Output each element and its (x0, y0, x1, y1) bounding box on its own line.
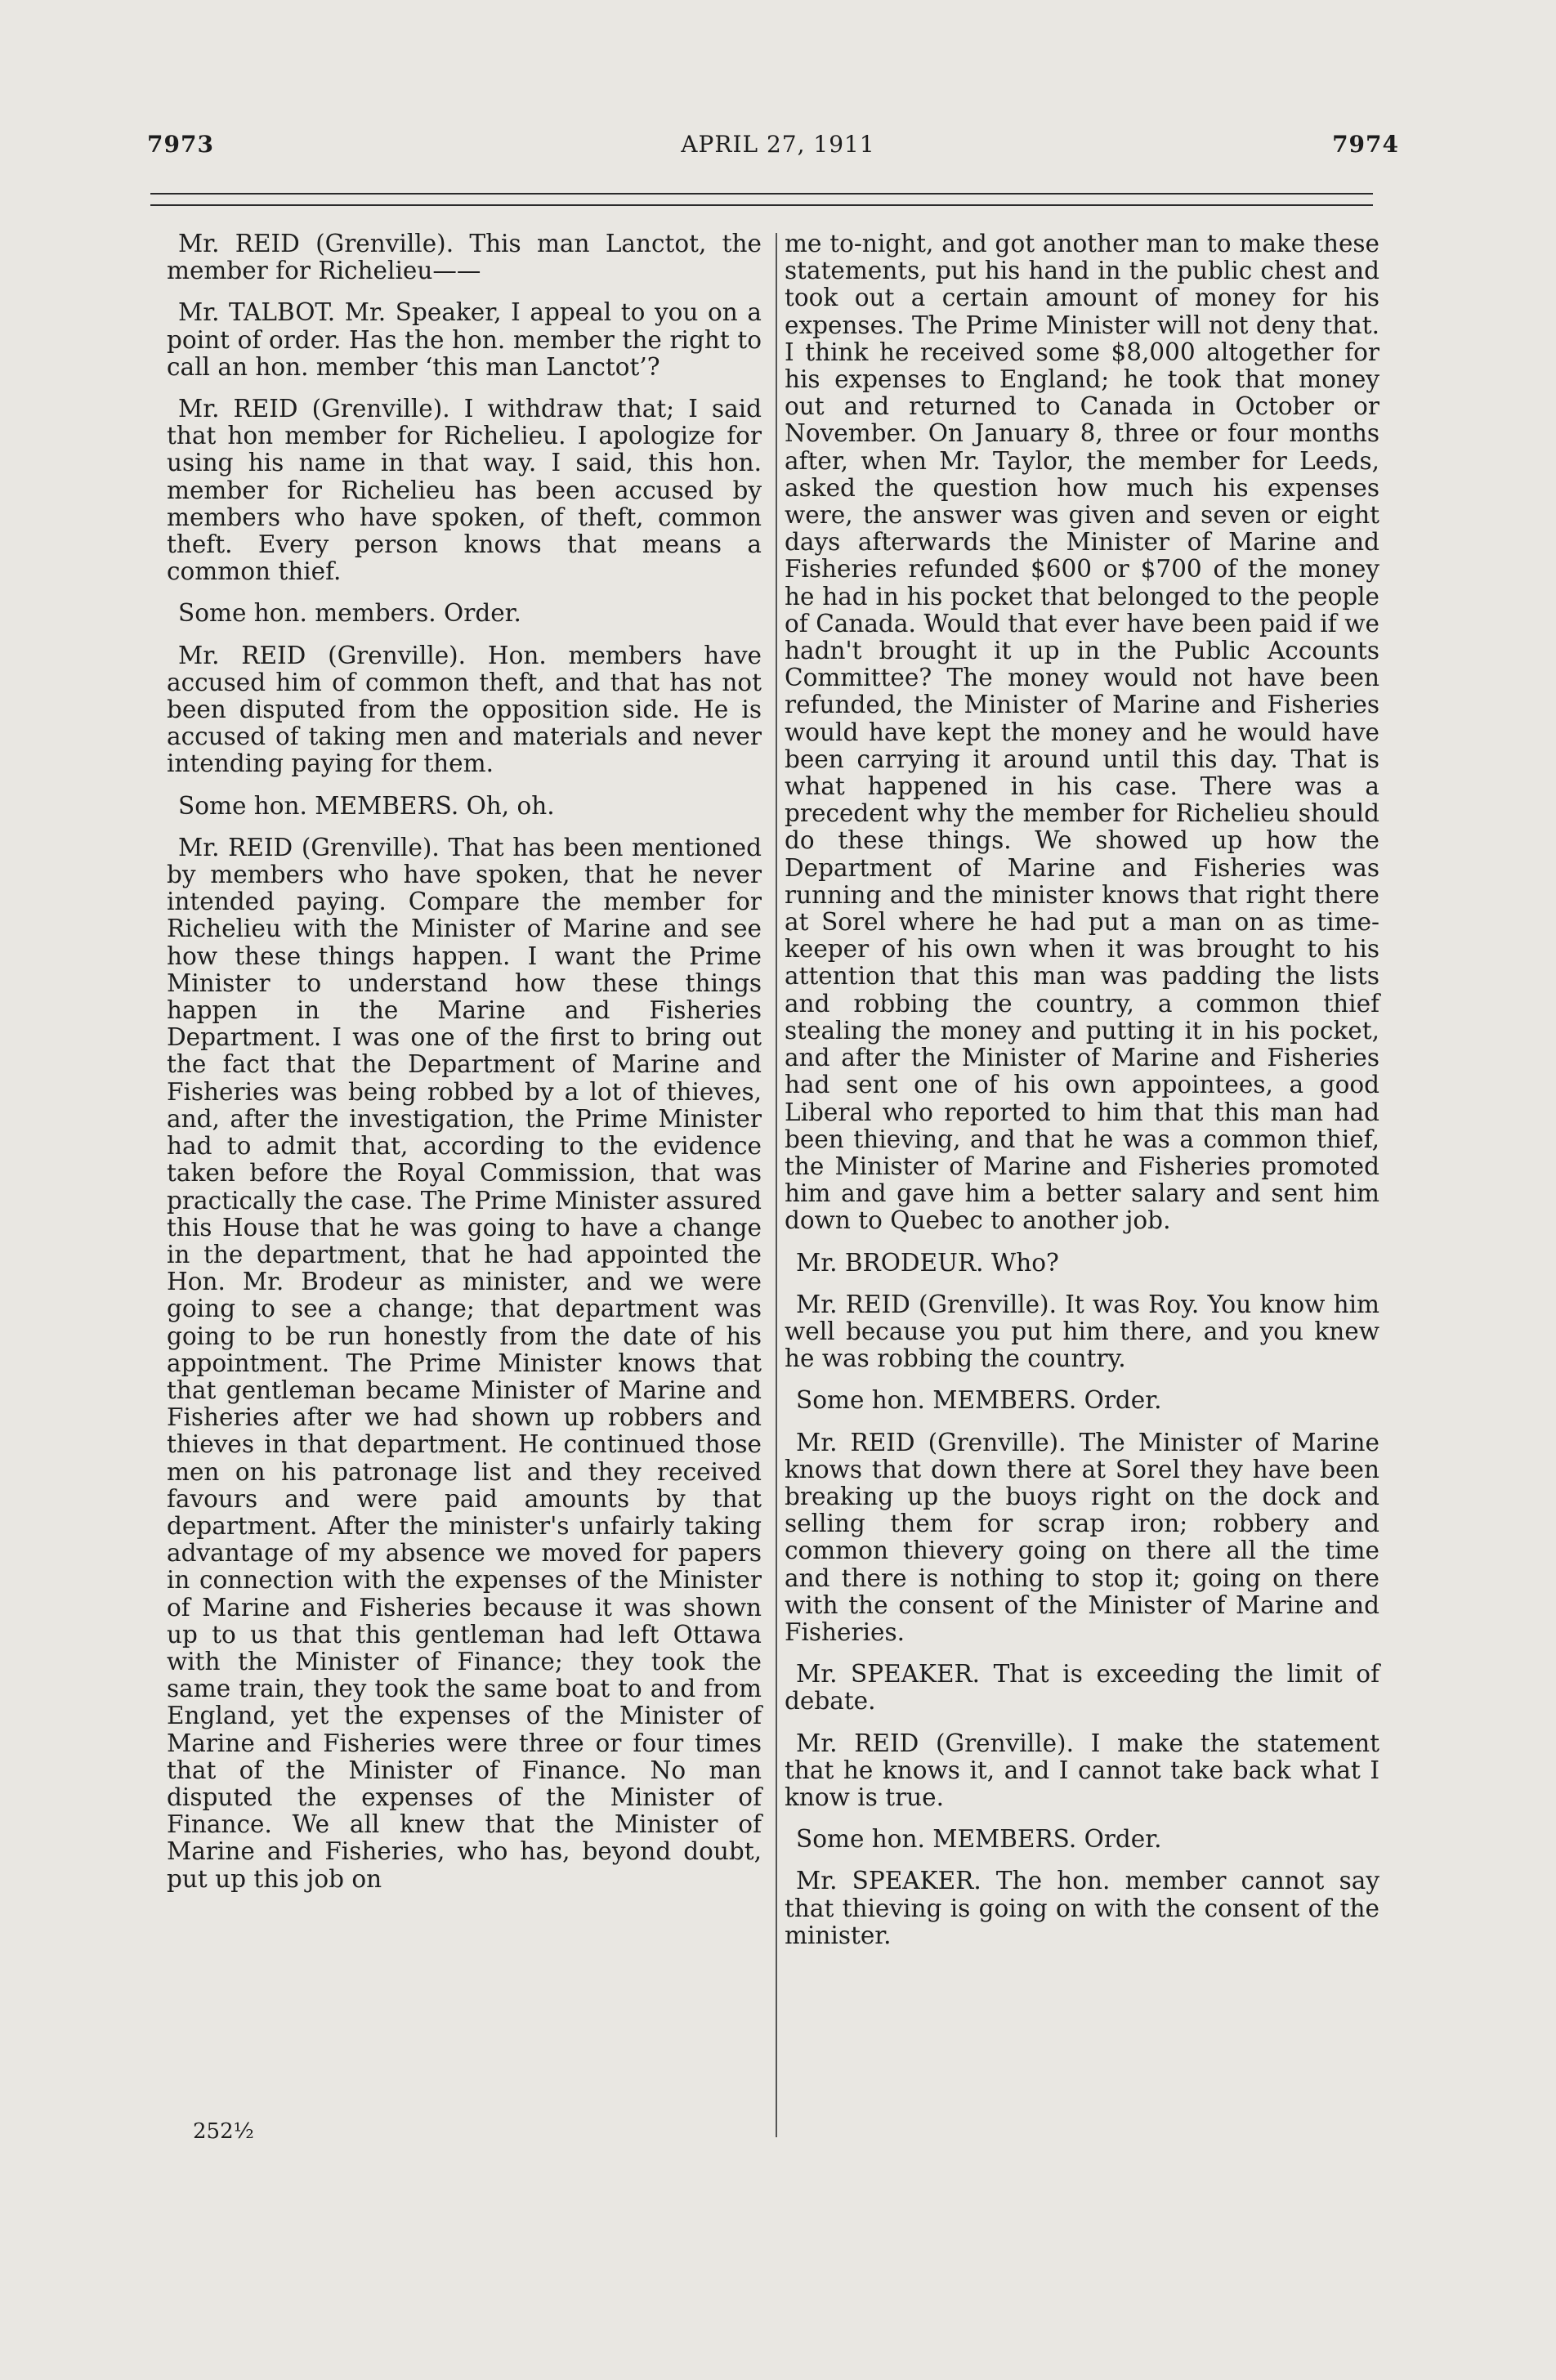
paragraph: Mr. REID (Grenville). That has been mentioned by members who have spoken, that he never intended paying. Compare the member for Richelieu with the Minister of Marine and see how these things happen. I want the Prime Minister to understand how these things happen in the Marine and Fisheries Department. I was one of the first to bring out the fact that the Department of Marine and Fisheries was being robbed by a lot of thieves, and, after the investigation, the Prime Minister had to admit that, according to the evidence taken before the Royal Commission, that was practically the case. The Prime Minister assured this House that he was going to have a change in the department, that he had appointed the Hon. Mr. Brodeur as minister, and we were going to see a change; that department was going to be run honestly from the date of his appointment. The Prime Minister knows that that gentleman became Minister of Marine and Fisheries after we had shown up robbers and thieves in that department. He continued those men on his patronage list and they received favours and were paid amounts by that department. After the minister's unfairly taking advantage of my absence we moved for papers in connection with the expenses of the Minister of Marine and Fisheries because it was shown up to us that this gentleman had left Ottawa with the Minister of Finance; they took the same train, they took the same boat to and from England, yet the expenses of the Minister of Marine and Fisheries were three or four times that of the Minister of Finance. No man disputed the expenses of the Minister of Finance. We all knew that the Minister of Marine and Fisheries, who has, beyond doubt, put up this job on (167, 833, 762, 1893)
paragraph: Mr. REID (Grenville). It was Roy. You know him well because you put him there, and you knew he was robbing the country. (785, 1290, 1379, 1373)
left-page-number: 7973 (147, 131, 214, 158)
paragraph: Mr. REID (Grenville). The Minister of Marine knows that down there at Sorel they have been breaking up the buoys right on the dock and selling them for scrap iron; robbery and common thievery going on there all the time and there is nothing to stop it; going on there with the consent of the Minister of Marine and Fisheries. (785, 1428, 1379, 1646)
paragraph: Some hon. members. Order. (178, 599, 521, 628)
right-page-number: 7974 (1332, 131, 1399, 158)
page-header (0, 131, 1556, 180)
paragraph: Mr. SPEAKER. The hon. member cannot say that thieving is going on with the consent of the minister. (785, 1867, 1379, 1949)
page-date: APRIL 27, 1911 (681, 131, 875, 158)
paragraph: Some hon. MEMBERS. Order. (796, 1386, 1162, 1415)
paragraph: Mr. REID (Grenville). This man Lanctot, the member for Richelieu—— (167, 230, 762, 285)
continued-paragraph: me to-night, and got another man to make these statements, put his hand in the public chest and took out a certain amount of money for his expenses. The Prime Minister will not deny that. I think he received some $8,000 altogether for his expenses to England; he took that money out and returned to Canada in October or November. On January 8, three or four months after, when Mr. Taylor, the member for Leeds, asked the question how much his expenses were, the answer was given and seven or eight days afterwards the Minister of Marine and Fisheries refunded $600 or $700 of the money he had in his pocket that belonged to the people of Canada. Would that ever have been paid if we hadn't brought it up in the Public Accounts Committee? The money would not have been refunded, the Minister of Marine and Fisheries would have kept the money and he would have been carrying it around until this day. That is what happened in his case. There was a precedent why the member for Richelieu should do these things. We showed up how the Department of Marine and Fisheries was running and the minister knows that right there at Sorel where he had put a man on as time-keeper of his own when it was brought to his attention that this man was padding the lists and robbing the country, a common thief stealing the money and putting it in his pocket, and after the Minister of Marine and Fisheries had sent one of his own appointees, a good Liberal who reported to him that this man had been thieving, and that he was a common thief, the Minister of Marine and Fisheries promoted him and gave him a better salary and sent him down to Quebec to another job. (785, 230, 1379, 1235)
paragraph: Mr. REID (Grenville). Hon. members have accused him of common theft, and that has not been disputed from the opposition side. He is accused of taking men and materials and never intending paying for them. (167, 641, 762, 778)
paragraph: Mr. TALBOT. Mr. Speaker, I appeal to you on a point of order. Has the hon. member the right to call an hon. member ‘this man Lanctot’? (167, 298, 762, 381)
paragraph: Some hon. MEMBERS. Order. (796, 1825, 1162, 1854)
signature-mark: 252½ (193, 2119, 254, 2144)
right-column (785, 230, 1379, 1964)
paragraph: Mr. BRODEUR. Who? (796, 1248, 1059, 1277)
paragraph: Mr. REID (Grenville). I make the statement that he knows it, and I cannot take back what I know is true. (785, 1729, 1379, 1811)
column-divider (776, 233, 777, 2137)
paragraph: Some hon. MEMBERS. Oh, oh. (178, 791, 555, 820)
header-rule-top (150, 193, 1373, 195)
paragraph: Mr. SPEAKER. That is exceeding the limit of debate. (785, 1660, 1379, 1716)
left-column (167, 230, 762, 1908)
paragraph: Mr. REID (Grenville). I withdraw that; I said that hon member for Richelieu. I apologize for using his name in that way. I said, this hon. member for Richelieu has been accused by members who have spoken, of theft, common theft. Every person knows that means a common thief. (167, 395, 762, 586)
header-rule-bottom (150, 204, 1373, 206)
